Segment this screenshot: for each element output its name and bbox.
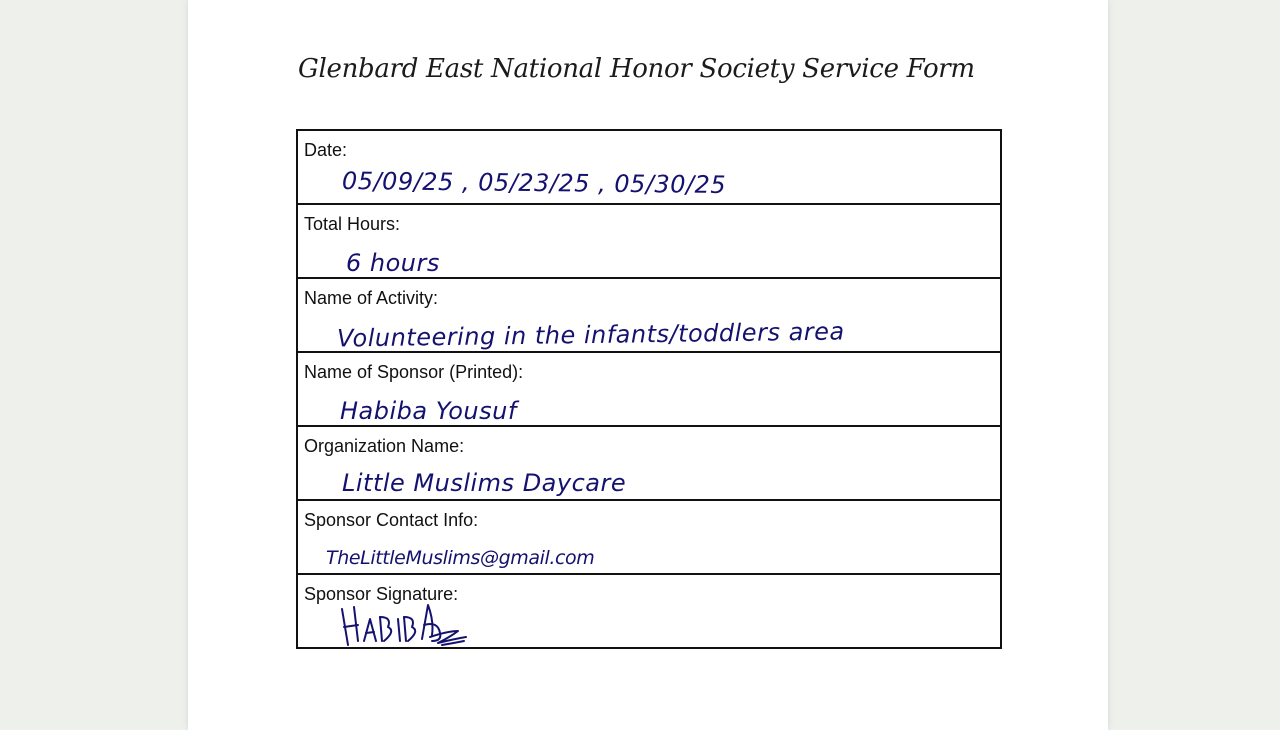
sponsor-name-value: Habiba Yousuf: [340, 397, 517, 425]
contact-row: [298, 499, 1000, 573]
date-row: [298, 131, 1000, 203]
sponsor-name-label: Name of Sponsor (Printed):: [304, 362, 524, 382]
total-hours-value: 6 hours: [346, 249, 440, 277]
sponsor-name-row: [298, 351, 1000, 425]
service-form-table: [296, 129, 1002, 649]
date-label: Date:: [304, 140, 348, 160]
signature-label: Sponsor Signature:: [304, 584, 459, 604]
activity-label: Name of Activity:: [304, 288, 439, 308]
contact-label: Sponsor Contact Info:: [304, 510, 479, 530]
contact-value: TheLittleMuslims@gmail.com: [326, 547, 595, 569]
activity-row: [298, 277, 1000, 351]
date-value: 05/09/25 , 05/23/25 , 05/30/25: [341, 166, 727, 200]
organization-value: Little Muslims Daycare: [342, 469, 627, 497]
organization-label: Organization Name:: [304, 436, 465, 456]
activity-value: Volunteering in the infants/toddlers area: [336, 317, 845, 353]
form-title: Glenbard East National Honor Society Service Form: [298, 54, 975, 84]
total-hours-label: Total Hours:: [304, 214, 401, 234]
total-hours-row: [298, 203, 1000, 277]
document-page: [188, 0, 1108, 730]
sponsor-signature: [338, 601, 478, 647]
organization-row: [298, 425, 1000, 499]
signature-row: [298, 573, 1000, 647]
